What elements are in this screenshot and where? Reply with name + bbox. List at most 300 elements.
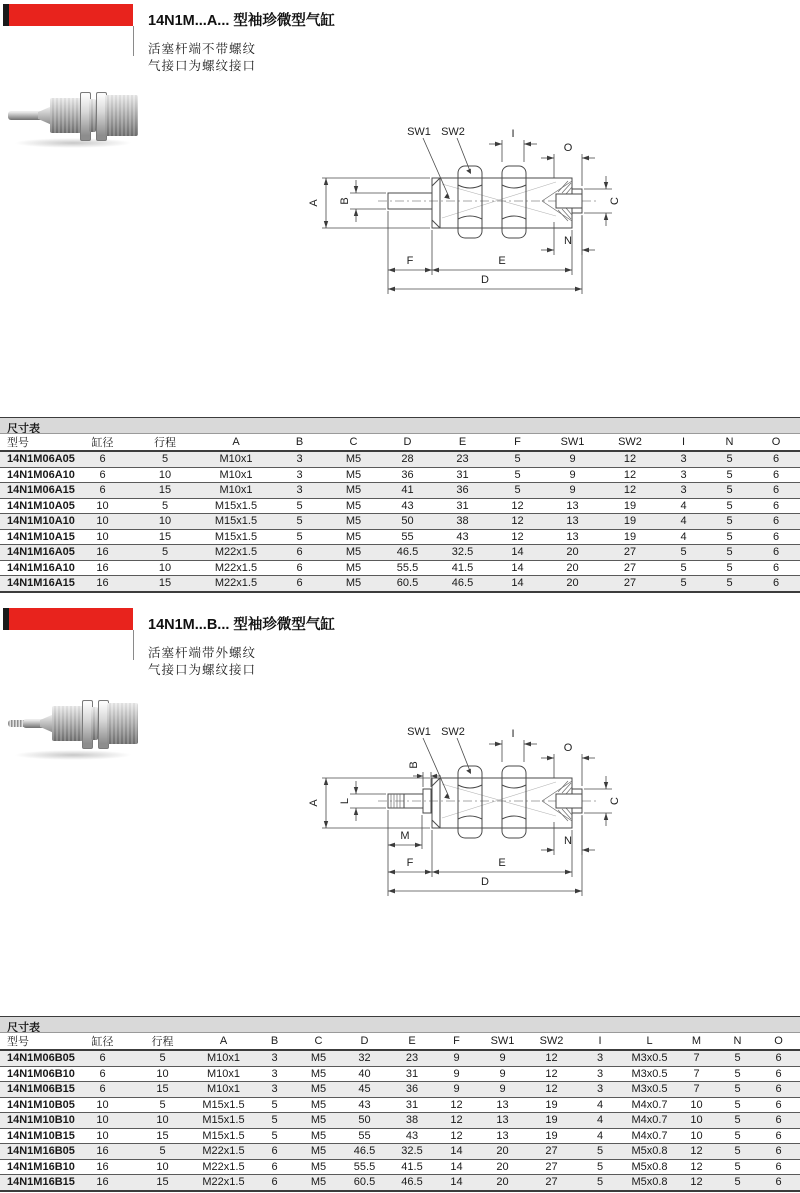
value-cell: 23	[435, 451, 490, 467]
dim-label-sw1: SW1	[407, 126, 431, 138]
value-cell: 19	[600, 514, 660, 530]
value-cell: 10	[75, 1128, 130, 1144]
column-header: N	[707, 434, 752, 452]
dimension-table	[0, 433, 800, 593]
value-cell: M3x0.5	[624, 1066, 675, 1082]
value-cell: 23	[389, 1050, 435, 1066]
value-cell: 3	[252, 1082, 297, 1098]
value-cell: 5	[707, 529, 752, 545]
value-cell: 3	[660, 467, 707, 483]
value-cell: 5	[576, 1159, 624, 1175]
value-cell: 6	[75, 1066, 130, 1082]
column-header: A	[200, 434, 272, 452]
value-cell: 5	[718, 1128, 757, 1144]
value-cell: 6	[752, 498, 800, 514]
cylinder-threaded-ring	[91, 707, 98, 740]
cylinder-threaded-body	[52, 706, 83, 741]
value-cell: 5	[707, 514, 752, 530]
value-cell: 14	[435, 1175, 478, 1191]
value-cell: M22x1.5	[195, 1175, 252, 1191]
value-cell: 9	[435, 1066, 478, 1082]
table-row	[0, 483, 800, 499]
value-cell: M15x1.5	[200, 529, 272, 545]
section-description-line: 活塞杆端不带螺纹	[148, 42, 257, 56]
dim-label-sw1: SW1	[407, 726, 431, 738]
value-cell: 36	[380, 467, 435, 483]
value-cell: 10	[130, 1113, 195, 1129]
value-cell: 6	[752, 529, 800, 545]
table-row	[0, 529, 800, 545]
column-header: SW2	[600, 434, 660, 452]
value-cell: 4	[576, 1097, 624, 1113]
value-cell: 6	[757, 1128, 800, 1144]
value-cell: 3	[252, 1050, 297, 1066]
value-cell: 12	[490, 498, 545, 514]
value-cell: 6	[752, 467, 800, 483]
value-cell: 6	[75, 451, 130, 467]
dim-label-b: B	[408, 761, 420, 769]
column-header: 行程	[130, 1033, 195, 1051]
value-cell: 6	[757, 1082, 800, 1098]
value-cell: 27	[527, 1159, 576, 1175]
value-cell: 6	[752, 576, 800, 592]
dim-label-sw2: SW2	[441, 726, 465, 738]
value-cell: 12	[527, 1066, 576, 1082]
value-cell: 6	[752, 514, 800, 530]
value-cell: 20	[545, 576, 600, 592]
value-cell: 41.5	[435, 560, 490, 576]
column-header: SW1	[545, 434, 600, 452]
value-cell: 16	[75, 1175, 130, 1191]
cylinder-rod	[8, 111, 42, 120]
value-cell: 5	[130, 1144, 195, 1160]
value-cell: 10	[675, 1097, 718, 1113]
photo-shadow	[14, 138, 132, 148]
value-cell: M5	[297, 1097, 340, 1113]
value-cell: 6	[752, 483, 800, 499]
value-cell: 13	[545, 529, 600, 545]
model-cell: 14N1M06A10	[0, 467, 75, 483]
value-cell: 5	[660, 545, 707, 561]
dim-label-d: D	[481, 876, 489, 888]
column-header: 型号	[0, 434, 75, 452]
value-cell: 6	[75, 1050, 130, 1066]
value-cell: 9	[545, 483, 600, 499]
model-cell: 14N1M16A15	[0, 576, 75, 592]
table-row	[0, 451, 800, 467]
column-header: I	[660, 434, 707, 452]
value-cell: M5	[327, 560, 380, 576]
cylinder-threaded-body	[50, 98, 81, 133]
value-cell: 15	[130, 483, 200, 499]
value-cell: M5	[327, 576, 380, 592]
value-cell: 20	[545, 560, 600, 576]
value-cell: 6	[757, 1066, 800, 1082]
value-cell: 55.5	[380, 560, 435, 576]
column-header: E	[389, 1033, 435, 1051]
value-cell: M5	[327, 498, 380, 514]
model-cell: 14N1M16A05	[0, 545, 75, 561]
value-cell: 28	[380, 451, 435, 467]
column-header: C	[327, 434, 380, 452]
value-cell: M4x0.7	[624, 1113, 675, 1129]
value-cell: 15	[130, 1128, 195, 1144]
section-title: 14N1M...A... 型袖珍微型气缸	[148, 13, 335, 29]
column-header: 缸径	[75, 434, 130, 452]
value-cell: M5	[327, 483, 380, 499]
value-cell: M5	[297, 1113, 340, 1129]
table-row	[0, 514, 800, 530]
value-cell: 27	[600, 560, 660, 576]
dim-label-c: C	[609, 197, 621, 205]
value-cell: 7	[675, 1066, 718, 1082]
value-cell: 5	[272, 514, 327, 530]
value-cell: 20	[478, 1159, 527, 1175]
value-cell: 43	[340, 1097, 389, 1113]
value-cell: 27	[527, 1175, 576, 1191]
dim-label-i: I	[511, 728, 515, 740]
column-header: D	[380, 434, 435, 452]
cylinder-threaded-ring	[89, 99, 96, 132]
value-cell: M5	[327, 529, 380, 545]
value-cell: 6	[752, 545, 800, 561]
value-cell: 20	[478, 1175, 527, 1191]
value-cell: 3	[576, 1050, 624, 1066]
value-cell: M5	[297, 1128, 340, 1144]
dim-label-e: E	[498, 255, 506, 267]
value-cell: 10	[75, 1097, 130, 1113]
product-photo	[8, 686, 140, 760]
table-caption: 尺寸表	[0, 1016, 800, 1032]
value-cell: 5	[252, 1128, 297, 1144]
value-cell: 3	[272, 483, 327, 499]
value-cell: M5	[327, 514, 380, 530]
value-cell: M3x0.5	[624, 1082, 675, 1098]
table-row	[0, 1082, 800, 1098]
value-cell: 27	[527, 1144, 576, 1160]
value-cell: 15	[130, 1175, 195, 1191]
value-cell: 5	[718, 1082, 757, 1098]
value-cell: M22x1.5	[200, 576, 272, 592]
value-cell: 16	[75, 545, 130, 561]
value-cell: 4	[576, 1128, 624, 1144]
value-cell: 9	[545, 467, 600, 483]
value-cell: 10	[75, 514, 130, 530]
value-cell: 31	[389, 1097, 435, 1113]
column-header: F	[490, 434, 545, 452]
heading-red-bar	[9, 608, 133, 630]
column-header: M	[675, 1033, 718, 1051]
value-cell: 6	[757, 1113, 800, 1129]
value-cell: M5	[327, 545, 380, 561]
value-cell: M10x1	[195, 1066, 252, 1082]
value-cell: 10	[75, 529, 130, 545]
value-cell: 5	[707, 467, 752, 483]
value-cell: 5	[576, 1144, 624, 1160]
cylinder-threaded-body	[105, 95, 138, 136]
value-cell: M22x1.5	[200, 545, 272, 561]
value-cell: 14	[490, 560, 545, 576]
model-cell: 14N1M06B15	[0, 1082, 75, 1098]
model-cell: 14N1M06B10	[0, 1066, 75, 1082]
value-cell: 46.5	[380, 545, 435, 561]
dim-label-e: E	[498, 857, 506, 869]
value-cell: 50	[380, 514, 435, 530]
value-cell: 16	[75, 1159, 130, 1175]
value-cell: M5	[297, 1159, 340, 1175]
cylinder-threaded-body	[107, 703, 138, 744]
column-header: N	[718, 1033, 757, 1051]
value-cell: 5	[130, 545, 200, 561]
value-cell: 32	[340, 1050, 389, 1066]
value-cell: 9	[435, 1082, 478, 1098]
value-cell: 5	[718, 1144, 757, 1160]
column-header: 缸径	[75, 1033, 130, 1051]
value-cell: 19	[600, 498, 660, 514]
product-photo	[8, 82, 140, 148]
value-cell: 46.5	[340, 1144, 389, 1160]
dim-label-l: L	[339, 797, 351, 805]
value-cell: 41.5	[389, 1159, 435, 1175]
column-header: L	[624, 1033, 675, 1051]
value-cell: 13	[478, 1128, 527, 1144]
value-cell: 12	[675, 1144, 718, 1160]
dim-label-m: M	[400, 830, 410, 842]
value-cell: M10x1	[200, 467, 272, 483]
dimension-table	[0, 1032, 800, 1192]
table-row	[0, 498, 800, 514]
value-cell: M10x1	[195, 1082, 252, 1098]
model-cell: 14N1M10A10	[0, 514, 75, 530]
value-cell: 10	[675, 1128, 718, 1144]
value-cell: 3	[576, 1066, 624, 1082]
value-cell: 7	[675, 1082, 718, 1098]
value-cell: 5	[718, 1050, 757, 1066]
value-cell: 5	[490, 451, 545, 467]
drawing-port-bore	[556, 794, 582, 808]
model-cell: 14N1M06A15	[0, 483, 75, 499]
dim-label-a: A	[308, 199, 320, 207]
value-cell: 36	[435, 483, 490, 499]
column-header: A	[195, 1033, 252, 1051]
value-cell: 5	[718, 1113, 757, 1129]
column-header: SW2	[527, 1033, 576, 1051]
value-cell: 5	[707, 560, 752, 576]
value-cell: M5	[327, 451, 380, 467]
dim-label-o: O	[563, 142, 573, 154]
value-cell: 10	[130, 514, 200, 530]
value-cell: 32.5	[435, 545, 490, 561]
value-cell: 9	[478, 1050, 527, 1066]
section-description-line: 活塞杆端带外螺纹	[148, 646, 257, 660]
value-cell: 13	[545, 514, 600, 530]
value-cell: M4x0.7	[624, 1097, 675, 1113]
column-header: O	[752, 434, 800, 452]
value-cell: 14	[490, 545, 545, 561]
value-cell: M22x1.5	[195, 1159, 252, 1175]
value-cell: 36	[389, 1082, 435, 1098]
value-cell: M22x1.5	[195, 1144, 252, 1160]
value-cell: M5x0.8	[624, 1159, 675, 1175]
value-cell: 5	[252, 1097, 297, 1113]
value-cell: 12	[490, 529, 545, 545]
value-cell: 10	[75, 1113, 130, 1129]
model-cell: 14N1M10A05	[0, 498, 75, 514]
value-cell: 5	[490, 483, 545, 499]
value-cell: 5	[660, 576, 707, 592]
drawing-port-bore	[556, 194, 582, 208]
value-cell: M15x1.5	[195, 1097, 252, 1113]
value-cell: 31	[435, 498, 490, 514]
value-cell: 9	[478, 1066, 527, 1082]
value-cell: 5	[718, 1175, 757, 1191]
value-cell: 6	[252, 1159, 297, 1175]
value-cell: M10x1	[200, 483, 272, 499]
value-cell: 43	[389, 1128, 435, 1144]
value-cell: 12	[675, 1159, 718, 1175]
value-cell: 46.5	[435, 576, 490, 592]
value-cell: 10	[675, 1113, 718, 1129]
value-cell: 5	[707, 545, 752, 561]
value-cell: 15	[130, 1082, 195, 1098]
value-cell: 5	[707, 483, 752, 499]
value-cell: 12	[435, 1097, 478, 1113]
value-cell: M5	[327, 467, 380, 483]
value-cell: 50	[340, 1113, 389, 1129]
column-header: C	[297, 1033, 340, 1051]
value-cell: 6	[272, 576, 327, 592]
value-cell: 12	[675, 1175, 718, 1191]
table-row	[0, 1159, 800, 1175]
table-row	[0, 1113, 800, 1129]
value-cell: M15x1.5	[200, 514, 272, 530]
value-cell: 27	[600, 576, 660, 592]
dim-label-f: F	[406, 857, 414, 869]
value-cell: 3	[252, 1066, 297, 1082]
value-cell: 5	[130, 498, 200, 514]
value-cell: M5	[297, 1175, 340, 1191]
value-cell: 5	[272, 529, 327, 545]
value-cell: 3	[660, 451, 707, 467]
dim-label-a: A	[308, 799, 320, 807]
model-cell: 14N1M10A15	[0, 529, 75, 545]
value-cell: 5	[718, 1066, 757, 1082]
value-cell: 6	[75, 1082, 130, 1098]
value-cell: 15	[130, 529, 200, 545]
photo-shadow	[14, 750, 132, 760]
table-row	[0, 1144, 800, 1160]
value-cell: 31	[435, 467, 490, 483]
model-cell: 14N1M06B05	[0, 1050, 75, 1066]
column-header: O	[757, 1033, 800, 1051]
value-cell: 6	[757, 1175, 800, 1191]
value-cell: 6	[757, 1144, 800, 1160]
value-cell: 10	[130, 1159, 195, 1175]
value-cell: 10	[75, 498, 130, 514]
value-cell: 55	[380, 529, 435, 545]
value-cell: 12	[527, 1050, 576, 1066]
value-cell: 9	[545, 451, 600, 467]
value-cell: 38	[435, 514, 490, 530]
dimension-drawing	[300, 718, 640, 920]
value-cell: M5x0.8	[624, 1175, 675, 1191]
column-header: 行程	[130, 434, 200, 452]
value-cell: 20	[478, 1144, 527, 1160]
value-cell: 6	[757, 1159, 800, 1175]
value-cell: 16	[75, 560, 130, 576]
dim-label-n: N	[564, 235, 572, 247]
value-cell: 10	[130, 560, 200, 576]
table-row	[0, 576, 800, 592]
table-row	[0, 1050, 800, 1066]
value-cell: 40	[340, 1066, 389, 1082]
table-row	[0, 1066, 800, 1082]
value-cell: 19	[527, 1097, 576, 1113]
column-header: SW1	[478, 1033, 527, 1051]
dim-label-d: D	[481, 274, 489, 286]
value-cell: 12	[600, 451, 660, 467]
model-cell: 14N1M16A10	[0, 560, 75, 576]
value-cell: M22x1.5	[200, 560, 272, 576]
value-cell: 27	[600, 545, 660, 561]
value-cell: 5	[252, 1113, 297, 1129]
model-cell: 14N1M16B10	[0, 1159, 75, 1175]
value-cell: 6	[252, 1144, 297, 1160]
value-cell: 16	[75, 1144, 130, 1160]
value-cell: 3	[272, 467, 327, 483]
value-cell: 12	[435, 1113, 478, 1129]
value-cell: 6	[75, 483, 130, 499]
value-cell: 13	[545, 498, 600, 514]
dim-label-b: B	[339, 197, 351, 205]
value-cell: 9	[435, 1050, 478, 1066]
value-cell: 55	[340, 1128, 389, 1144]
value-cell: 19	[527, 1128, 576, 1144]
value-cell: M5	[297, 1066, 340, 1082]
value-cell: 3	[272, 451, 327, 467]
value-cell: 5	[660, 560, 707, 576]
value-cell: 6	[752, 560, 800, 576]
value-cell: 10	[130, 1066, 195, 1082]
value-cell: 5	[272, 498, 327, 514]
column-header: I	[576, 1033, 624, 1051]
table-row	[0, 1175, 800, 1191]
value-cell: 38	[389, 1113, 435, 1129]
column-header: 型号	[0, 1033, 75, 1051]
column-header: F	[435, 1033, 478, 1051]
value-cell: 32.5	[389, 1144, 435, 1160]
value-cell: 46.5	[389, 1175, 435, 1191]
value-cell: 55.5	[340, 1159, 389, 1175]
table-row	[0, 560, 800, 576]
value-cell: 9	[478, 1082, 527, 1098]
column-header: B	[272, 434, 327, 452]
table-row	[0, 467, 800, 483]
value-cell: 3	[660, 483, 707, 499]
value-cell: 5	[130, 451, 200, 467]
table-caption: 尺寸表	[0, 417, 800, 433]
value-cell: M3x0.5	[624, 1050, 675, 1066]
value-cell: 45	[340, 1082, 389, 1098]
drawing-hex-nut	[458, 766, 482, 838]
value-cell: 3	[576, 1082, 624, 1098]
value-cell: 6	[272, 545, 327, 561]
value-cell: 6	[752, 451, 800, 467]
value-cell: M15x1.5	[195, 1113, 252, 1129]
model-cell: 14N1M10B10	[0, 1113, 75, 1129]
table-row	[0, 1128, 800, 1144]
value-cell: 14	[435, 1144, 478, 1160]
